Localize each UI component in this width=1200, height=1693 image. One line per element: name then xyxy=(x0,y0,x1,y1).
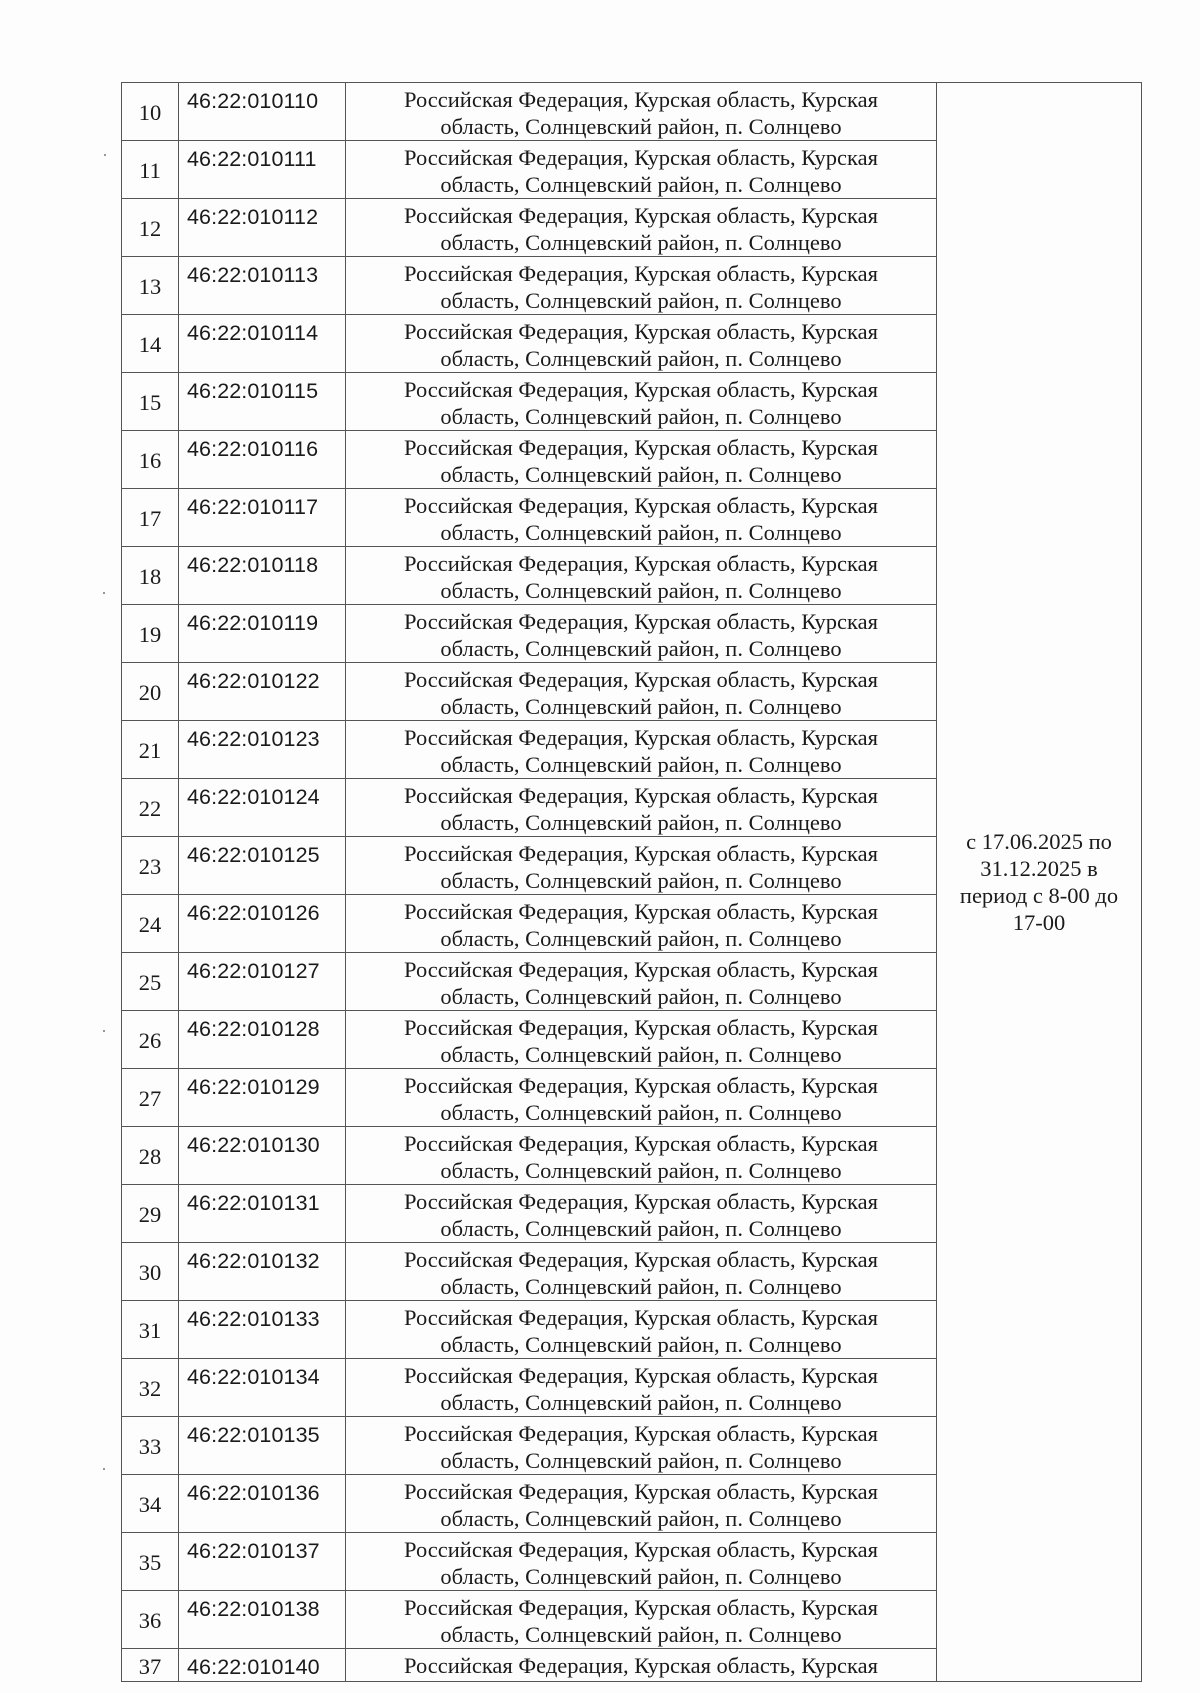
row-number: 27 xyxy=(122,1069,179,1127)
cadastral-number: 46:22:010128 xyxy=(179,1011,346,1069)
cadastral-number: 46:22:010140 xyxy=(179,1649,346,1682)
row-number: 13 xyxy=(122,257,179,315)
address: Российская Федерация, Курская область, Курская область, Солнцевский район, п. Солнцево xyxy=(346,1127,937,1185)
cadastral-number: 46:22:010111 xyxy=(179,141,346,199)
address: Российская Федерация, Курская область, Курская область, Солнцевский район, п. Солнцево xyxy=(346,605,937,663)
cadastral-number: 46:22:010112 xyxy=(179,199,346,257)
cadastral-number: 46:22:010133 xyxy=(179,1301,346,1359)
row-number: 11 xyxy=(122,141,179,199)
row-number: 12 xyxy=(122,199,179,257)
cadastral-number: 46:22:010116 xyxy=(179,431,346,489)
cadastral-number: 46:22:010127 xyxy=(179,953,346,1011)
address: Российская Федерация, Курская область, Курская область, Солнцевский район, п. Солнцево xyxy=(346,721,937,779)
row-number: 15 xyxy=(122,373,179,431)
address: Российская Федерация, Курская область, Курская область, Солнцевский район, п. Солнцево xyxy=(346,1533,937,1591)
cadastral-number: 46:22:010134 xyxy=(179,1359,346,1417)
row-number: 28 xyxy=(122,1127,179,1185)
cadastral-number: 46:22:010113 xyxy=(179,257,346,315)
row-number: 18 xyxy=(122,547,179,605)
cadastral-number: 46:22:010114 xyxy=(179,315,346,373)
address: Российская Федерация, Курская область, Курская область, Солнцевский район, п. Солнцево xyxy=(346,83,937,141)
row-number: 19 xyxy=(122,605,179,663)
row-number: 16 xyxy=(122,431,179,489)
cadastral-number: 46:22:010117 xyxy=(179,489,346,547)
cadastral-number: 46:22:010126 xyxy=(179,895,346,953)
row-number: 20 xyxy=(122,663,179,721)
row-number: 30 xyxy=(122,1243,179,1301)
row-number: 26 xyxy=(122,1011,179,1069)
scan-speck xyxy=(103,1468,105,1470)
address: Российская Федерация, Курская область, Курская область, Солнцевский район, п. Солнцево xyxy=(346,1301,937,1359)
row-number: 25 xyxy=(122,953,179,1011)
address: Российская Федерация, Курская область, Курская область, Солнцевский район, п. Солнцево xyxy=(346,1011,937,1069)
row-number: 33 xyxy=(122,1417,179,1475)
address: Российская Федерация, Курская область, Курская область, Солнцевский район, п. Солнцево xyxy=(346,141,937,199)
address: Российская Федерация, Курская область, Курская область, Солнцевский район, п. Солнцево xyxy=(346,199,937,257)
address: Российская Федерация, Курская область, Курская область, Солнцевский район, п. Солнцево xyxy=(346,373,937,431)
cadastral-quarters-table xyxy=(121,82,1142,1682)
row-number: 35 xyxy=(122,1533,179,1591)
address: Российская Федерация, Курская область, Курская область, Солнцевский район, п. Солнцево xyxy=(346,1475,937,1533)
row-number: 34 xyxy=(122,1475,179,1533)
cadastral-number: 46:22:010132 xyxy=(179,1243,346,1301)
row-number: 31 xyxy=(122,1301,179,1359)
cadastral-number: 46:22:010115 xyxy=(179,373,346,431)
cadastral-number: 46:22:010122 xyxy=(179,663,346,721)
address: Российская Федерация, Курская область, Курская область, Солнцевский район, п. Солнцево xyxy=(346,1185,937,1243)
row-number: 32 xyxy=(122,1359,179,1417)
address: Российская Федерация, Курская область, Курская область, Солнцевский район, п. Солнцево xyxy=(346,663,937,721)
cadastral-number: 46:22:010129 xyxy=(179,1069,346,1127)
cadastral-number: 46:22:010136 xyxy=(179,1475,346,1533)
row-number: 14 xyxy=(122,315,179,373)
address: Российская Федерация, Курская область, Курская область, Солнцевский район, п. Солнцево xyxy=(346,779,937,837)
address: Российская Федерация, Курская область, Курская xyxy=(346,1649,937,1682)
cadastral-number: 46:22:010123 xyxy=(179,721,346,779)
cadastral-number: 46:22:010130 xyxy=(179,1127,346,1185)
work-period: с 17.06.2025 по 31.12.2025 в период с 8-00 до 17-00 xyxy=(937,83,1142,1682)
row-number: 17 xyxy=(122,489,179,547)
address: Российская Федерация, Курская область, Курская область, Солнцевский район, п. Солнцево xyxy=(346,1591,937,1649)
row-number: 37 xyxy=(122,1649,179,1682)
cadastral-number: 46:22:010119 xyxy=(179,605,346,663)
cadastral-number: 46:22:010110 xyxy=(179,83,346,141)
cadastral-number: 46:22:010137 xyxy=(179,1533,346,1591)
cadastral-number: 46:22:010118 xyxy=(179,547,346,605)
table-body xyxy=(122,83,1142,1682)
address: Российская Федерация, Курская область, Курская область, Солнцевский район, п. Солнцево xyxy=(346,1243,937,1301)
scan-speck xyxy=(103,1030,105,1032)
row-number: 24 xyxy=(122,895,179,953)
address: Российская Федерация, Курская область, Курская область, Солнцевский район, п. Солнцево xyxy=(346,257,937,315)
cadastral-number: 46:22:010138 xyxy=(179,1591,346,1649)
cadastral-number: 46:22:010124 xyxy=(179,779,346,837)
cadastral-number: 46:22:010135 xyxy=(179,1417,346,1475)
address: Российская Федерация, Курская область, Курская область, Солнцевский район, п. Солнцево xyxy=(346,431,937,489)
row-number: 29 xyxy=(122,1185,179,1243)
row-number: 10 xyxy=(122,83,179,141)
cadastral-number: 46:22:010131 xyxy=(179,1185,346,1243)
scan-speck xyxy=(103,592,105,594)
row-number: 36 xyxy=(122,1591,179,1649)
address: Российская Федерация, Курская область, Курская область, Солнцевский район, п. Солнцево xyxy=(346,953,937,1011)
address: Российская Федерация, Курская область, Курская область, Солнцевский район, п. Солнцево xyxy=(346,837,937,895)
table-row xyxy=(122,83,1142,141)
address: Российская Федерация, Курская область, Курская область, Солнцевский район, п. Солнцево xyxy=(346,1417,937,1475)
address: Российская Федерация, Курская область, Курская область, Солнцевский район, п. Солнцево xyxy=(346,1069,937,1127)
row-number: 21 xyxy=(122,721,179,779)
address: Российская Федерация, Курская область, Курская область, Солнцевский район, п. Солнцево xyxy=(346,1359,937,1417)
address: Российская Федерация, Курская область, Курская область, Солнцевский район, п. Солнцево xyxy=(346,547,937,605)
address: Российская Федерация, Курская область, Курская область, Солнцевский район, п. Солнцево xyxy=(346,895,937,953)
row-number: 23 xyxy=(122,837,179,895)
cadastral-number: 46:22:010125 xyxy=(179,837,346,895)
row-number: 22 xyxy=(122,779,179,837)
address: Российская Федерация, Курская область, Курская область, Солнцевский район, п. Солнцево xyxy=(346,489,937,547)
address: Российская Федерация, Курская область, Курская область, Солнцевский район, п. Солнцево xyxy=(346,315,937,373)
scan-speck xyxy=(104,154,106,156)
